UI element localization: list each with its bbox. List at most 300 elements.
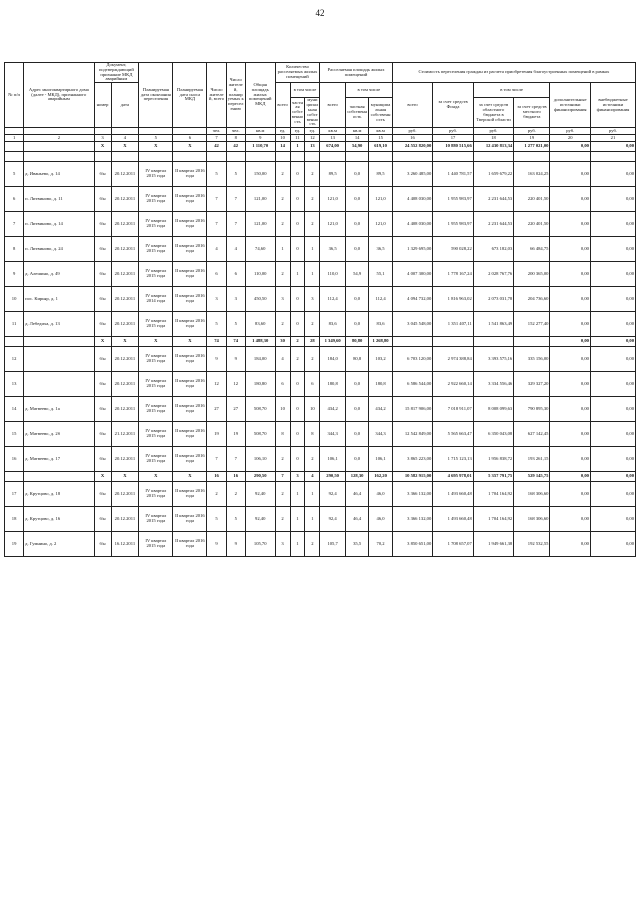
table-cell: 0,00 [590, 262, 635, 287]
table-cell: 30 [275, 337, 290, 347]
table-cell: 2 028 767,76 [473, 262, 513, 287]
header-area-in-that-number: в том числе [345, 83, 392, 98]
table-cell: 20.12.2011 [111, 262, 139, 287]
table-cell: д. Матвеево, д. 17 [24, 447, 94, 472]
table-cell: 0,00 [590, 187, 635, 212]
table-cell: 27 [207, 397, 226, 422]
table-cell: 3 393 575,16 [473, 347, 513, 372]
table-cell: 674,00 [320, 142, 346, 152]
table-cell: 0 [290, 162, 305, 187]
table-cell: IV квартал 2015 года [139, 347, 173, 372]
table-cell: 200 365,00 [514, 262, 550, 287]
table-cell [111, 152, 139, 162]
table-cell: 110,00 [245, 262, 275, 287]
table-cell: 508,70 [245, 397, 275, 422]
table-body [5, 142, 636, 557]
table-cell: 121,00 [245, 212, 275, 237]
table-cell: 508,70 [245, 422, 275, 447]
table-cell: X [94, 472, 111, 482]
table-cell: 0 [290, 372, 305, 397]
table-cell: 0 [290, 212, 305, 237]
header-cost-group: Стоимость переселения граждан из расчета приобретения благоустроенных помещений в рамках [392, 63, 635, 83]
table-cell: 17 [5, 482, 24, 507]
table-cell: 5 357 791,75 [473, 472, 513, 482]
table-cell: 70,2 [369, 532, 392, 557]
table-cell: 1 955 983,97 [433, 187, 473, 212]
table-cell: 7 [207, 447, 226, 472]
unit-cell [5, 128, 24, 135]
table-cell: 5 [207, 162, 226, 187]
table-cell [94, 152, 111, 162]
table-cell: б/н [94, 372, 111, 397]
table-cell: II квартал 2016 года [173, 187, 207, 212]
table-cell: X [139, 472, 173, 482]
table-cell: 3 260 485,00 [392, 162, 432, 187]
table-cell: 66 484,75 [514, 237, 550, 262]
table-cell: 20.12.2011 [111, 312, 139, 337]
table-cell: II квартал 2016 года [173, 507, 207, 532]
table-cell: 673 182,03 [473, 237, 513, 262]
table-cell: X [111, 142, 139, 152]
table-cell [473, 337, 513, 347]
table-cell: 0,00 [550, 507, 590, 532]
table-cell: 0,0 [345, 212, 368, 237]
table-cell: II квартал 2016 года [173, 482, 207, 507]
table-cell: 19 [5, 532, 24, 557]
table-cell: 83,6 [369, 312, 392, 337]
table-cell: 112,4 [320, 287, 346, 312]
table-cell: 1 351 407,11 [433, 312, 473, 337]
table-cell: II квартал 2016 года [173, 372, 207, 397]
table-cell: 5 [207, 507, 226, 532]
table-cell: 152 277,40 [514, 312, 550, 337]
table-cell: 20.12.2011 [111, 397, 139, 422]
table-cell: 1 715 123,13 [433, 447, 473, 472]
unit-cell [173, 128, 207, 135]
header-total-area: Общая площадь жилых помещений МКД [245, 63, 275, 128]
unit-cell: руб. [433, 128, 473, 135]
table-cell [24, 142, 94, 152]
table-cell [550, 152, 590, 162]
table-cell: 18 [5, 507, 24, 532]
table-cell: 0,00 [550, 372, 590, 397]
table-cell: 0 [290, 187, 305, 212]
table-cell: 0,0 [345, 237, 368, 262]
table-cell: IV квартал 2015 года [139, 422, 173, 447]
table-cell: 1 778 167,24 [433, 262, 473, 287]
table-cell: II квартал 2016 года [173, 262, 207, 287]
table-cell: 4 [207, 237, 226, 262]
table-cell [369, 152, 392, 162]
table-cell: 10 880 515,66 [433, 142, 473, 152]
table-cell: 2 231 644,53 [473, 187, 513, 212]
table-cell: 3 850 651,00 [392, 532, 432, 557]
table-cell: 9 [5, 262, 24, 287]
table-cell: 1 [290, 507, 305, 532]
table-cell: 3 [226, 287, 245, 312]
unit-cell: ед. [305, 128, 320, 135]
table-cell: 1 659 679,22 [473, 162, 513, 187]
table-cell: 42 [226, 142, 245, 152]
table-cell: 2 231 644,53 [473, 212, 513, 237]
table-cell: 80,80 [345, 337, 368, 347]
table-cell: 6 [226, 262, 245, 287]
column-number-cell: 3 [94, 135, 111, 142]
table-cell: 2 [275, 312, 290, 337]
table-cell: 19 [207, 422, 226, 447]
table-cell: п. Литвиново, д. 14 [24, 212, 94, 237]
table-cell: 1 541 863,49 [473, 312, 513, 337]
table-cell: 1 [290, 262, 305, 287]
table-cell: 0,00 [590, 287, 635, 312]
page-number: 42 [315, 8, 325, 18]
table-cell: д. Алешино, д. 49 [24, 262, 94, 287]
table-cell: II квартал 2016 года [173, 162, 207, 187]
table-cell [473, 152, 513, 162]
table-cell: 112,4 [369, 287, 392, 312]
unit-cell: руб. [514, 128, 550, 135]
table-cell: 4 007 300,00 [392, 262, 432, 287]
table-cell: 5 [207, 312, 226, 337]
table-cell: 4 695 978,01 [433, 472, 473, 482]
table-cell: 9 [226, 347, 245, 372]
table-cell: 220 401,50 [514, 187, 550, 212]
header-rooms-in-that-number: в том числе [290, 83, 320, 98]
header-cost-total: всего [392, 83, 432, 128]
table-cell: IV квартал 2015 года [139, 397, 173, 422]
table-cell: IV квартал 2015 года [139, 187, 173, 212]
table-cell: 0,00 [590, 472, 635, 482]
table-cell: 0,00 [550, 447, 590, 472]
table-cell: 46,4 [345, 507, 368, 532]
table-cell: II квартал 2016 года [173, 397, 207, 422]
unit-cell [94, 128, 111, 135]
table-cell: 12 [207, 372, 226, 397]
table-cell: 1 493 660,48 [433, 482, 473, 507]
table-cell: 74,60 [245, 237, 275, 262]
table-cell: 180,80 [245, 372, 275, 397]
header-area-total: всего [320, 83, 346, 128]
table-cell: 0,00 [590, 347, 635, 372]
unit-cell: чел. [207, 128, 226, 135]
table-cell: IV квартал 2015 года [139, 507, 173, 532]
table-cell: б/н [94, 262, 111, 287]
table-cell: IV квартал 2015 года [139, 372, 173, 397]
table-cell: 14 [5, 397, 24, 422]
table-cell: 0,00 [550, 142, 590, 152]
table-cell: 290,50 [245, 472, 275, 482]
table-cell: 20.12.2011 [111, 482, 139, 507]
table-cell: 2 [275, 482, 290, 507]
table-cell: 121,0 [369, 212, 392, 237]
table-cell: 46,4 [345, 482, 368, 507]
table-cell: 0 [290, 237, 305, 262]
table-cell: 619,10 [369, 142, 392, 152]
header-cost-oblast: за счет средств областного бюджета в Тверской области [473, 98, 513, 128]
table-cell [5, 142, 24, 152]
table-cell: IV квартал 2015 года [139, 212, 173, 237]
table-cell: 1 488,30 [245, 337, 275, 347]
column-number-cell: 14 [345, 135, 368, 142]
table-cell: 20.12.2011 [111, 237, 139, 262]
table-cell: д. Матвеево, д. 2б [24, 422, 94, 447]
relocation-table-container [4, 62, 636, 898]
table-cell: 0,0 [345, 187, 368, 212]
table-cell: 220 401,50 [514, 212, 550, 237]
table-cell: 1 [290, 142, 305, 152]
table-cell [590, 152, 635, 162]
table-cell: 1 110,70 [245, 142, 275, 152]
table-cell: 1 955 983,97 [433, 212, 473, 237]
table-cell: 10 [275, 397, 290, 422]
table-cell: 2 922 660,14 [433, 372, 473, 397]
table-row [5, 347, 636, 372]
table-cell: 21.12.2011 [111, 422, 139, 447]
table-cell: 7 [226, 212, 245, 237]
table-cell: 20.12.2011 [111, 187, 139, 212]
column-number-cell: 2 [24, 135, 94, 142]
table-cell: 20.12.2011 [111, 447, 139, 472]
table-cell [514, 337, 550, 347]
table-cell: X [173, 142, 207, 152]
table-cell: IV квартал 2015 года [139, 482, 173, 507]
table-cell: 8 [305, 422, 320, 447]
table-cell: 92,4 [320, 507, 346, 532]
table-cell: 1 493 660,48 [433, 507, 473, 532]
table-cell: б/н [94, 507, 111, 532]
table-cell: 3 [275, 532, 290, 557]
unit-cell: кв.м [369, 128, 392, 135]
table-cell: 1 816 963,02 [433, 287, 473, 312]
table-cell: 16 [5, 447, 24, 472]
table-cell: 1 704 164,92 [473, 507, 513, 532]
table-cell: 106,1 [369, 447, 392, 472]
header-cost-local: за счет средств местного бюджета [514, 98, 550, 128]
table-cell: 80,8 [345, 347, 368, 372]
table-cell: 344,3 [369, 422, 392, 447]
table-cell: 0,00 [590, 337, 635, 347]
table-cell: 0 [290, 397, 305, 422]
table-cell: X [173, 472, 207, 482]
table-cell: б/н [94, 532, 111, 557]
table-cell: IV квартал 2014 года [139, 287, 173, 312]
column-number-cell: 5 [139, 135, 173, 142]
table-cell: 329 327,20 [514, 372, 550, 397]
table-cell: б/н [94, 397, 111, 422]
table-cell: 2 [275, 447, 290, 472]
table-cell: 1 [305, 237, 320, 262]
column-number-cell: 12 [305, 135, 320, 142]
table-cell: 7 [275, 472, 290, 482]
table-cell: 2 [290, 337, 305, 347]
table-row [5, 422, 636, 447]
table-cell: 5 565 663,47 [433, 422, 473, 447]
table-cell: II квартал 2016 года [173, 347, 207, 372]
table-cell: 0,0 [345, 422, 368, 447]
table-cell: 0,00 [590, 507, 635, 532]
table-cell: 0 [290, 447, 305, 472]
table-cell [207, 152, 226, 162]
table-cell: 6 586 544,00 [392, 372, 432, 397]
table-cell: 9 [207, 532, 226, 557]
table-row [5, 162, 636, 187]
table-cell [24, 372, 94, 397]
table-cell [24, 347, 94, 372]
table-cell: 2 [275, 212, 290, 237]
table-cell: 35,5 [345, 532, 368, 557]
relocation-table [4, 62, 636, 557]
table-cell: 12 [5, 347, 24, 372]
table-cell: 3 [275, 287, 290, 312]
table-cell: 6 [207, 262, 226, 287]
column-number-cell: 10 [275, 135, 290, 142]
column-number-cell: 8 [226, 135, 245, 142]
table-cell: 13 [5, 372, 24, 397]
table-cell: 4 094 732,00 [392, 287, 432, 312]
unit-cell [24, 128, 94, 135]
table-cell [275, 152, 290, 162]
table-cell: 335 156,00 [514, 347, 550, 372]
header-rooms-private: частная собственность [290, 98, 305, 128]
table-cell: 106,10 [245, 447, 275, 472]
table-cell: 4 [226, 237, 245, 262]
header-document-group: Документ, подтверждающий признание МКД аварийным [94, 63, 139, 83]
table-cell: 627 142,45 [514, 422, 550, 447]
table-row [5, 447, 636, 472]
table-cell: 0,00 [550, 482, 590, 507]
table-cell: д. Гумнино, д. 2 [24, 532, 94, 557]
table-cell: 790 895,30 [514, 397, 550, 422]
table-cell: 0,00 [590, 422, 635, 447]
table-cell [433, 337, 473, 347]
table-cell [24, 337, 94, 347]
table-cell: 0,00 [550, 237, 590, 262]
table-cell: 150,00 [245, 162, 275, 187]
header-area-private: частная собственность [345, 98, 368, 128]
table-cell: 121,00 [245, 187, 275, 212]
table-cell: 0,00 [550, 397, 590, 422]
table-cell: 4 [275, 347, 290, 372]
table-cell: 6 [305, 372, 320, 397]
table-cell: 20.12.2011 [111, 372, 139, 397]
table-cell: 0,00 [550, 312, 590, 337]
subtotal-row [5, 337, 636, 347]
unit-cell: ед. [290, 128, 305, 135]
table-cell: 344,3 [320, 422, 346, 447]
table-cell: 28 [305, 337, 320, 347]
table-cell: 16 [226, 472, 245, 482]
table-cell: 0,00 [590, 372, 635, 397]
table-row [5, 262, 636, 287]
table-cell: 6 350 043,08 [473, 422, 513, 447]
table-cell: 0,0 [345, 447, 368, 472]
table-cell: 0,00 [550, 347, 590, 372]
table-cell: 7 [207, 187, 226, 212]
table-cell: пос. Кирьяр, д. 1 [24, 287, 94, 312]
table-cell: 2 [275, 162, 290, 187]
table-cell: 54,9 [345, 262, 368, 287]
column-number-cell: 18 [473, 135, 513, 142]
table-cell [139, 152, 173, 162]
table-cell: 105,7 [320, 532, 346, 557]
table-cell: 1 [305, 262, 320, 287]
table-cell: 2 073 031,78 [473, 287, 513, 312]
table-cell: 16.12.2011 [111, 532, 139, 557]
table-cell [173, 152, 207, 162]
table-cell: 2 [290, 347, 305, 372]
table-cell: 20.12.2011 [111, 347, 139, 372]
table-cell: 2 [275, 187, 290, 212]
table-cell: 0,00 [550, 212, 590, 237]
unit-cell: чел. [226, 128, 245, 135]
header-doc-number: номер [94, 83, 111, 128]
column-number-cell: 19 [514, 135, 550, 142]
table-cell: 2 [275, 507, 290, 532]
unit-cell: кв.м [320, 128, 346, 135]
table-cell: 0,00 [590, 532, 635, 557]
table-cell: 20.12.2011 [111, 507, 139, 532]
table-cell: 4 408 030,00 [392, 187, 432, 212]
header-address: Адрес многоквартирного дома (далее - МКД), признанного аварийным [24, 63, 94, 128]
table-cell: 0,00 [590, 312, 635, 337]
table-cell: 74 [207, 337, 226, 347]
table-cell [290, 152, 305, 162]
table-cell: 2 [226, 482, 245, 507]
table-cell: б/н [94, 312, 111, 337]
table-cell [245, 152, 275, 162]
table-cell: 1 [290, 482, 305, 507]
table-cell: 2 [305, 187, 320, 212]
table-cell [305, 152, 320, 162]
table-cell: 0,00 [590, 162, 635, 187]
table-cell: 1 268,80 [369, 337, 392, 347]
table-row [5, 397, 636, 422]
table-cell: 1 [305, 482, 320, 507]
table-cell: 103,2 [369, 347, 392, 372]
table-cell: 290,50 [320, 472, 346, 482]
table-cell: 12 430 813,34 [473, 142, 513, 152]
table-cell: 7 [207, 212, 226, 237]
table-cell: 15 [5, 422, 24, 447]
table-cell: 110,0 [320, 262, 346, 287]
table-cell: 74 [226, 337, 245, 347]
column-number-cell: 9 [245, 135, 275, 142]
table-cell: 1 708 657,07 [433, 532, 473, 557]
table-cell [5, 472, 24, 482]
table-cell: 92,4 [320, 482, 346, 507]
table-cell: 9 [207, 347, 226, 372]
table-cell: б/н [94, 162, 111, 187]
table-cell: 192 532,55 [514, 532, 550, 557]
table-cell: II квартал 2016 года [173, 447, 207, 472]
table-cell: 2 [305, 212, 320, 237]
table-cell [433, 152, 473, 162]
table-cell: п. Литвиново, д. 24 [24, 237, 94, 262]
header-cost-fund: за счет средств Фонда [433, 83, 473, 128]
table-cell: 2 [275, 262, 290, 287]
table-cell: 1 [275, 237, 290, 262]
table-cell: 42 [207, 142, 226, 152]
subtotal-row [5, 142, 636, 152]
table-cell: 7 018 911,07 [433, 397, 473, 422]
table-cell: IV квартал 2015 года [139, 312, 173, 337]
header-area-group: Расселяемая площадь жилых помещений [320, 63, 392, 83]
table-row [5, 532, 636, 557]
table-cell: 0,00 [550, 472, 590, 482]
table-cell: 0,00 [550, 187, 590, 212]
table-cell: 2 [207, 482, 226, 507]
table-cell: 1 704 164,92 [473, 482, 513, 507]
